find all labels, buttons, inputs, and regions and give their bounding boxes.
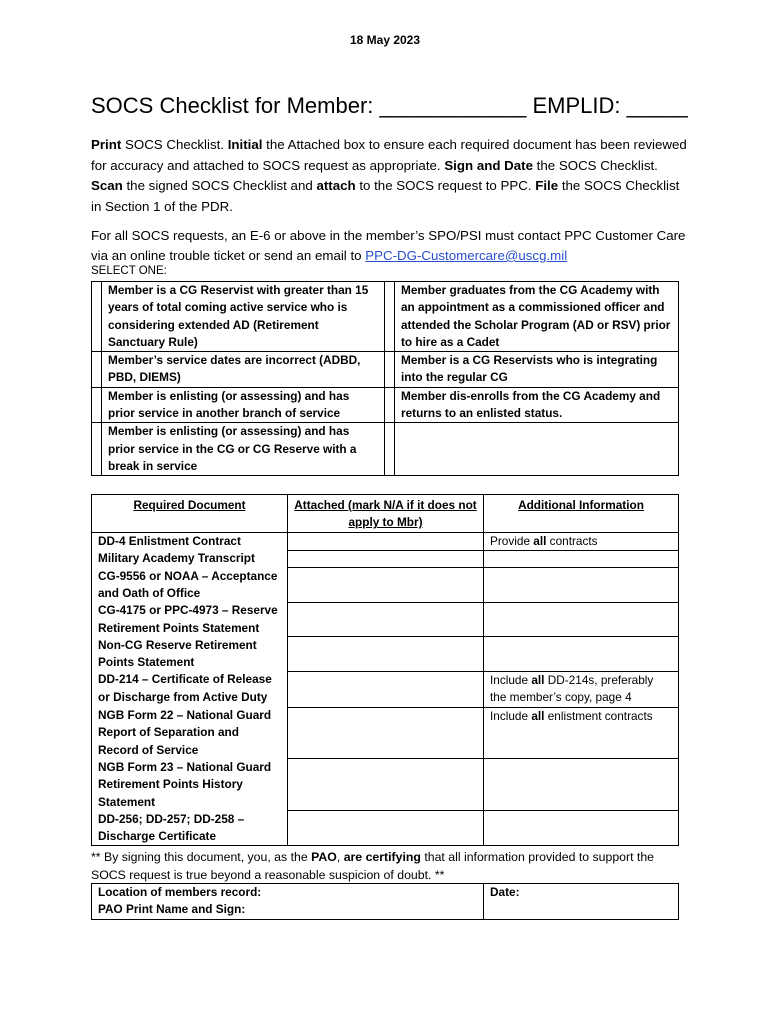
location-label: Location of members record: bbox=[98, 885, 262, 899]
instructions-paragraph: Print SOCS Checklist. Initial the Attached box to ensure each required document has been reviewed for accuracy and attached to SOCS request as appropriate. Sign and Date the SOCS Checklist. Scan the signed SOCS Checklist and attach to the SOCS request to PPC. File the SOCS Checklist in Section 1 of the PDR. bbox=[91, 137, 687, 214]
record-location-cell[interactable] bbox=[92, 884, 484, 920]
additional-information-cell bbox=[484, 759, 679, 811]
table-row bbox=[92, 671, 679, 707]
select-checkbox-right[interactable] bbox=[385, 282, 395, 352]
attached-initial-cell[interactable] bbox=[288, 811, 484, 846]
required-document-cell: CG-4175 or PPC-4973 – Reserve Retirement Points Statement bbox=[92, 602, 288, 637]
required-document-cell: DD-214 – Certificate of Release or Discharge from Active Duty bbox=[92, 671, 288, 707]
select-option-row bbox=[92, 282, 679, 352]
select-option-right: Member is a CG Reservists who is integrating into the regular CG bbox=[395, 352, 679, 388]
pao-label: PAO Print Name and Sign: bbox=[98, 902, 246, 917]
table-row bbox=[92, 602, 679, 637]
required-document-cell: Non-CG Reserve Retirement Points Statement bbox=[92, 637, 288, 672]
additional-information-cell bbox=[484, 568, 679, 603]
attached-initial-cell[interactable] bbox=[288, 637, 484, 672]
additional-information-cell bbox=[484, 550, 679, 567]
header-required-document: Required Document bbox=[92, 495, 288, 533]
attached-initial-cell[interactable] bbox=[288, 532, 484, 550]
select-option-left: Member is a CG Reservist with greater than 15 years of total coming active service who is considering extended AD (Retirement Sanctuary Rule) bbox=[102, 282, 385, 352]
header-additional-information: Additional Information bbox=[484, 495, 679, 533]
date-cell[interactable] bbox=[484, 884, 679, 920]
additional-information-cell: Include all DD-214s, preferably the member’s copy, page 4 bbox=[484, 671, 679, 707]
attached-initial-cell[interactable] bbox=[288, 550, 484, 567]
select-option-left: Member is enlisting (or assessing) and has prior service in another branch of service bbox=[102, 387, 385, 423]
table-header-row bbox=[92, 495, 679, 533]
required-documents-table bbox=[91, 494, 679, 846]
select-option-row bbox=[92, 423, 679, 476]
required-document-cell: NGB Form 23 – National Guard Retirement Points History Statement bbox=[92, 759, 288, 811]
select-checkbox-left[interactable] bbox=[92, 387, 102, 423]
select-one-label: SELECT ONE: bbox=[91, 265, 167, 277]
table-row bbox=[92, 759, 679, 811]
required-document-cell: NGB Form 22 – National Guard Report of Separation and Record of Service bbox=[92, 707, 288, 759]
table-row bbox=[92, 707, 679, 759]
select-option-row bbox=[92, 387, 679, 423]
table-row bbox=[92, 811, 679, 846]
attached-initial-cell[interactable] bbox=[288, 707, 484, 759]
select-checkbox-left[interactable] bbox=[92, 282, 102, 352]
select-option-right: Member graduates from the CG Academy with an appointment as a commissioned officer and attended the Scholar Program (AD or RSV) prior to hire as a Cadet bbox=[395, 282, 679, 352]
select-checkbox-left[interactable] bbox=[92, 352, 102, 388]
table-row bbox=[92, 568, 679, 603]
attached-initial-cell[interactable] bbox=[288, 602, 484, 637]
select-checkbox-right[interactable] bbox=[385, 352, 395, 388]
attached-initial-cell[interactable] bbox=[288, 759, 484, 811]
select-one-table bbox=[91, 281, 679, 476]
required-document-cell: DD-4 Enlistment Contract bbox=[92, 532, 288, 550]
select-checkbox-right[interactable] bbox=[385, 387, 395, 423]
additional-information-cell bbox=[484, 637, 679, 672]
attached-initial-cell[interactable] bbox=[288, 671, 484, 707]
select-option-right: Member dis-enrolls from the CG Academy and returns to an enlisted status. bbox=[395, 387, 679, 423]
required-document-cell: Military Academy Transcript bbox=[92, 550, 288, 567]
select-checkbox-left[interactable] bbox=[92, 423, 102, 476]
table-row bbox=[92, 532, 679, 550]
select-checkbox-right[interactable] bbox=[385, 423, 395, 476]
customer-care-email-link[interactable]: PPC-DG-Customercare@uscg.mil bbox=[365, 248, 568, 263]
select-option-right bbox=[395, 423, 679, 476]
date-label: Date: bbox=[490, 885, 520, 899]
additional-information-cell bbox=[484, 602, 679, 637]
additional-information-cell: Provide all contracts bbox=[484, 532, 679, 550]
page-title: SOCS Checklist for Member: ____________ EMPLID: _____ bbox=[91, 93, 688, 118]
header-attached: Attached (mark N/A if it does not apply to Mbr) bbox=[288, 495, 484, 533]
contact-paragraph bbox=[91, 226, 691, 266]
required-document-cell: CG-9556 or NOAA – Acceptance and Oath of Office bbox=[92, 568, 288, 603]
signature-table bbox=[91, 883, 679, 920]
additional-information-cell: Include all enlistment contracts bbox=[484, 707, 679, 759]
document-date: 18 May 2023 bbox=[349, 33, 421, 47]
required-document-cell: DD-256; DD-257; DD-258 – Discharge Certificate bbox=[92, 811, 288, 846]
select-option-row bbox=[92, 352, 679, 388]
additional-information-cell bbox=[484, 811, 679, 846]
contact-text: For all SOCS requests, an E-6 or above in the member’s SPO/PSI must contact PPC Customer Care via an online trouble ticket or send an email to bbox=[91, 228, 686, 263]
attached-initial-cell[interactable] bbox=[288, 568, 484, 603]
certification-statement: ** By signing this document, you, as the PAO, are certifying that all information provided to support the SOCS request is true beyond a reasonable suspicion of doubt. ** bbox=[91, 850, 655, 882]
table-row bbox=[92, 550, 679, 567]
select-option-left: Member is enlisting (or assessing) and has prior service in the CG or CG Reserve with a break in service bbox=[102, 423, 385, 476]
table-row bbox=[92, 637, 679, 672]
select-option-left: Member’s service dates are incorrect (ADBD, PBD, DIEMS) bbox=[102, 352, 385, 388]
